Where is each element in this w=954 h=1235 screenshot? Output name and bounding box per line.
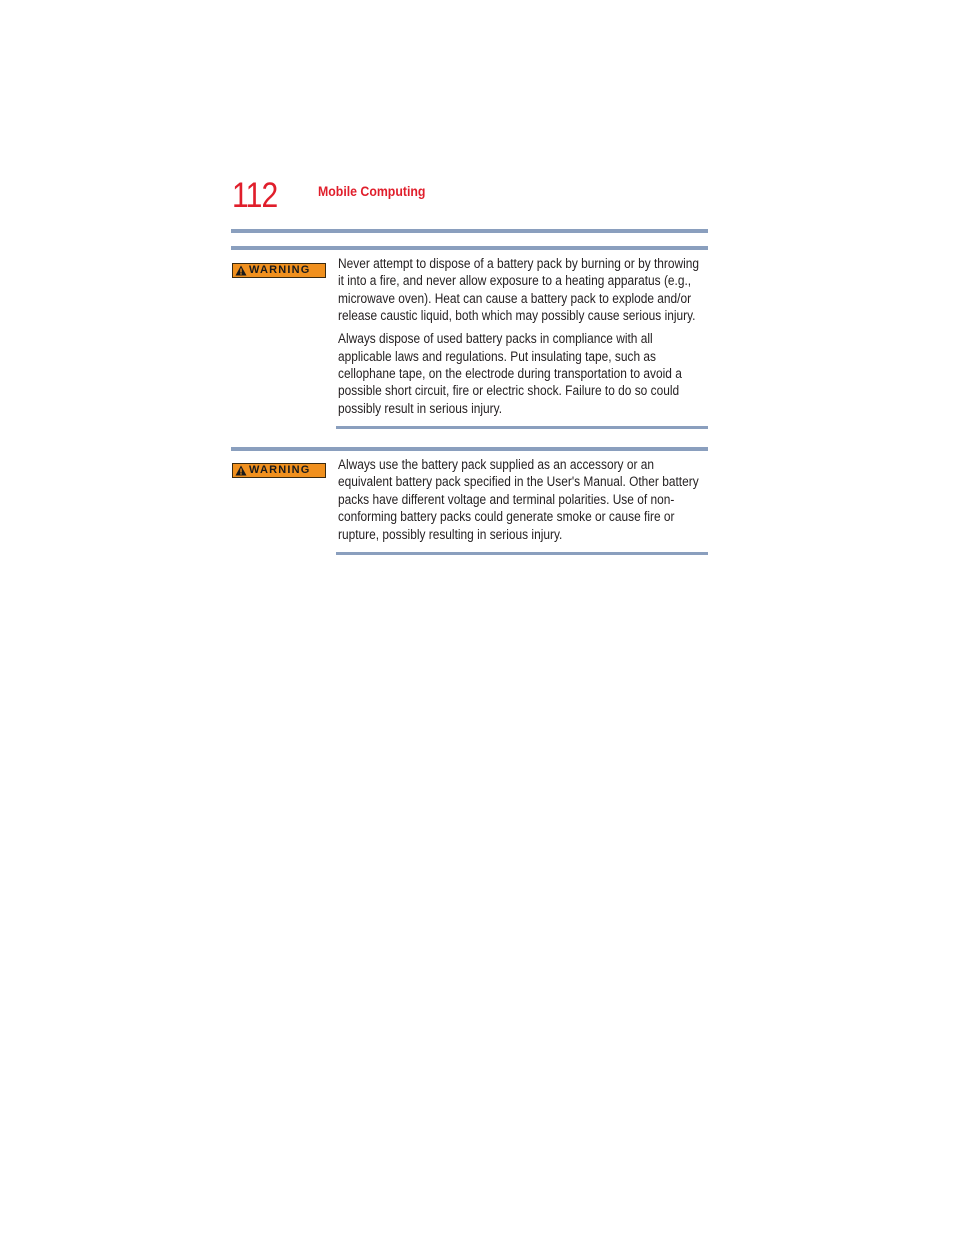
warning-badge-label: WARNING	[249, 264, 311, 276]
warning-2-top-rule	[231, 447, 708, 451]
warning-2-paragraph-1: Always use the battery pack supplied as an accessory or an equivalent battery pack specified in the User's Manual. Other battery packs have different voltage and terminal polarities. Use of non-conforming battery packs could generate smoke or cause fire or rupture, possibly resulting in serious injury.	[338, 457, 699, 543]
warning-1-paragraph-2: Always dispose of used battery packs in compliance with all applicable laws and regulations. Put insulating tape, such as cellophane tape, on the electrode during transportation to avoid a possible short circuit, fire or electric shock. Failure to do so could possibly result in serious injury.	[338, 331, 682, 417]
warning-2-bottom-rule	[336, 552, 708, 555]
section-title: Mobile Computing	[318, 183, 426, 199]
header-rule	[231, 229, 708, 233]
warning-1-paragraph-1: Never attempt to dispose of a battery pack by burning or by throwing it into a fire, and never allow exposure to a heating apparatus (e.g., microwave oven). Heat can cause a battery pack to explode and/or release caustic liquid, both which may possibly cause serious injury.	[338, 256, 700, 325]
warning-badge-1	[232, 263, 326, 278]
warning-triangle-icon	[235, 265, 247, 276]
page-number: 112	[232, 176, 278, 215]
warning-2-text	[338, 457, 708, 544]
warning-triangle-icon	[235, 465, 247, 476]
warning-1-text	[338, 256, 708, 418]
warning-1-top-rule	[231, 246, 708, 250]
warning-badge-label: WARNING	[249, 464, 311, 476]
warning-badge-2	[232, 463, 326, 478]
warning-1-bottom-rule	[336, 426, 708, 429]
